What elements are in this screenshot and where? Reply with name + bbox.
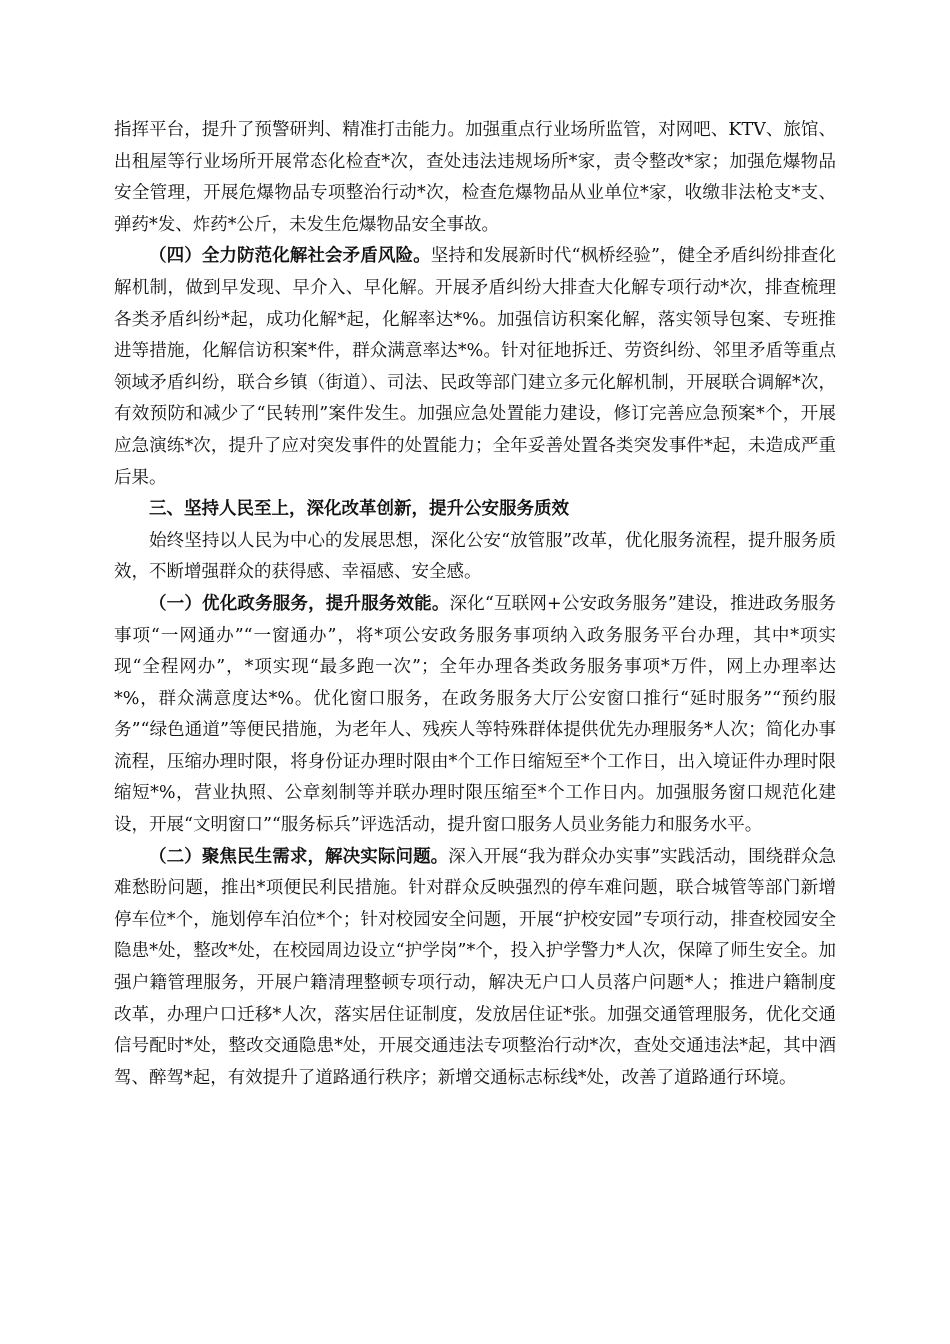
paragraph-gov-service	[114, 589, 836, 842]
section-heading-3: 三、坚持人民至上，深化改革创新，提升公安服务质效	[149, 499, 569, 520]
paragraph-risk-prevention	[114, 241, 836, 494]
subheading-2: （二）聚焦民生需求，解决实际问题。	[149, 846, 449, 867]
subheading-1: （一）优化政务服务，提升服务效能。	[149, 593, 450, 614]
subheading-4: （四）全力防范化解社会矛盾风险。	[149, 246, 431, 267]
paragraph-section-intro: 始终坚持以人民为中心的发展思想，深化公安“放管服”改革，优化服务流程，提升服务质效，不断增强群众的获得感、幸福感、安全感。	[114, 530, 836, 583]
paragraph-gov-body: 深化“互联网+公安政务服务”建设，推进政务服务事项“一网通办”“一窗通办”，将*项公安政务服务事项纳入政务服务平台办理，其中*项实现“全程网办”，*项实现“最多跑一次”；全年办理各类政务服务事项*万件，网上办理率达*%，群众满意度达*%。优化窗口服务，在政务服务大厅公安窗口推行“延时服务”“预约服务”“绿色通道”等便民措施，为老年人、残疾人等特殊群体提供优先办理服务*人次；简化办事流程，压缩办理时限，将身份证办理时限由*个工作日缩短至*个工作日，出入境证件办理时限缩短*%，营业执照、公章刻制等并联办理时限压缩至*个工作日内。加强服务窗口规范化建设，开展“文明窗口”“服务标兵”评选活动，提升窗口服务人员业务能力和服务水平。	[114, 593, 837, 836]
document-page	[114, 115, 836, 1094]
paragraph-1: 指挥平台，提升了预警研判、精准打击能力。加强重点行业场所监管，对网吧、KTV、旅馆、出租屋等行业场所开展常态化检查*次，查处违法违规场所*家，责令整改*家；加强危爆物品安全管理，开展危爆物品专项整治行动*次，检查危爆物品从业单位*家，收缴非法枪支*支、弹药*发、炸药*公斤，未发生危爆物品安全事故。	[114, 120, 836, 235]
paragraph-risk-body: 坚持和发展新时代“枫桥经验”，健全矛盾纠纷排查化解机制，做到早发现、早介入、早化解。开展矛盾纠纷大排查大化解专项行动*次，排查梳理各类矛盾纠纷*起，成功化解*起，化解率达*%。加强信访积案化解，落实领导包案、专班推进等措施，化解信访积案*件，群众满意率达*%。针对征地拆迁、劳资纠纷、邻里矛盾等重点领域矛盾纠纷，联合乡镇（街道）、司法、民政等部门建立多元化解机制，开展联合调解*次，有效预防和减少了“民转刑”案件发生。加强应急处置能力建设，修订完善应急预案*个，开展应急演练*次，提升了应对突发事件的处置能力；全年妥善处置各类突发事件*起，未造成严重后果。	[114, 246, 836, 488]
paragraph-livelihood	[114, 842, 836, 1095]
paragraph-livelihood-body: 深入开展“我为群众办实事”实践活动，围绕群众急难愁盼问题，推出*项便民利民措施。针对群众反映强烈的停车难问题，联合城管等部门新增停车位*个，施划停车泊位*个；针对校园安全问题，开展“护校安园”专项行动，排查校园安全隐患*处，整改*处，在校园周边设立“护学岗”*个，投入护学警力*人次，保障了师生安全。加强户籍管理服务，开展户籍清理整顿专项行动，解决无户口人员落户问题*人；推进户籍制度改革，办理户口迁移*人次，落实居住证制度，发放居住证*张。加强交通管理服务，优化交通信号配时*处，整改交通隐患*处，开展交通违法专项整治行动*次，查处交通违法*起，其中酒驾、醉驾*起，有效提升了道路通行秩序；新增交通标志标线*处，改善了道路通行环境。	[114, 846, 836, 1088]
